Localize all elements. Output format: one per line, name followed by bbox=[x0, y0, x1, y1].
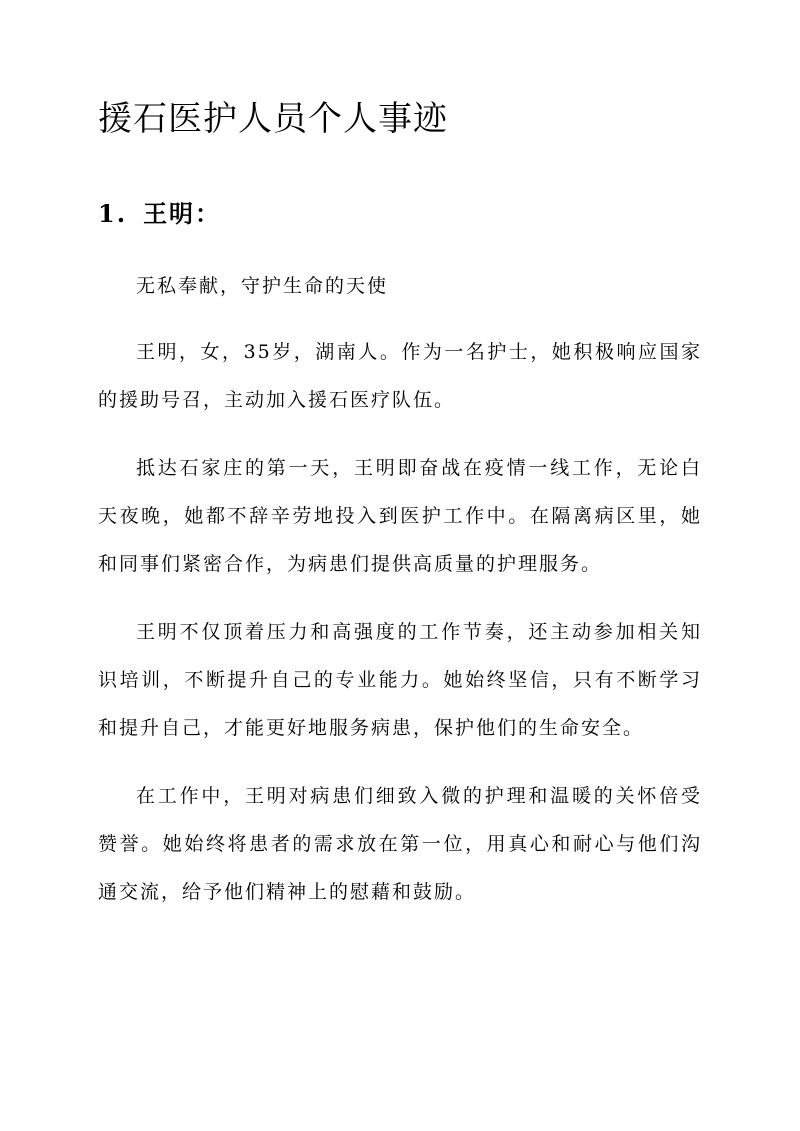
paragraph-patient-care: 在工作中，王明对病患们细致入微的护理和温暖的关怀倍受赞誉。她始终将患者的需求放在第一位，用真心和耐心与他们沟通交流，给予他们精神上的慰藉和鼓励。 bbox=[98, 785, 702, 903]
section-name: 王明： bbox=[143, 199, 222, 228]
section-number: 1. bbox=[98, 199, 128, 228]
article-body bbox=[98, 262, 702, 936]
paragraph-professional-training: 王明不仅顶着压力和高强度的工作节奏，还主动参加相关知识培训，不断提升自己的专业能力。她始终坚信，只有不断学习和提升自己，才能更好地服务病患，保护他们的生命安全。 bbox=[98, 621, 702, 739]
paragraph-introduction: 王明，女，35岁，湖南人。作为一名护士，她积极响应国家的援助号召，主动加入援石医疗队伍。 bbox=[98, 341, 702, 411]
paragraph-subtitle: 无私奉献，守护生命的天使 bbox=[136, 275, 389, 297]
section-heading bbox=[98, 196, 221, 232]
paragraph-frontline-work: 抵达石家庄的第一天，王明即奋战在疫情一线工作，无论白天夜晚，她都不辞辛劳地投入到医护工作中。在隔离病区里，她和同事们紧密合作，为病患们提供高质量的护理服务。 bbox=[98, 457, 702, 575]
document-title: 援石医护人员个人事迹 bbox=[98, 99, 448, 139]
